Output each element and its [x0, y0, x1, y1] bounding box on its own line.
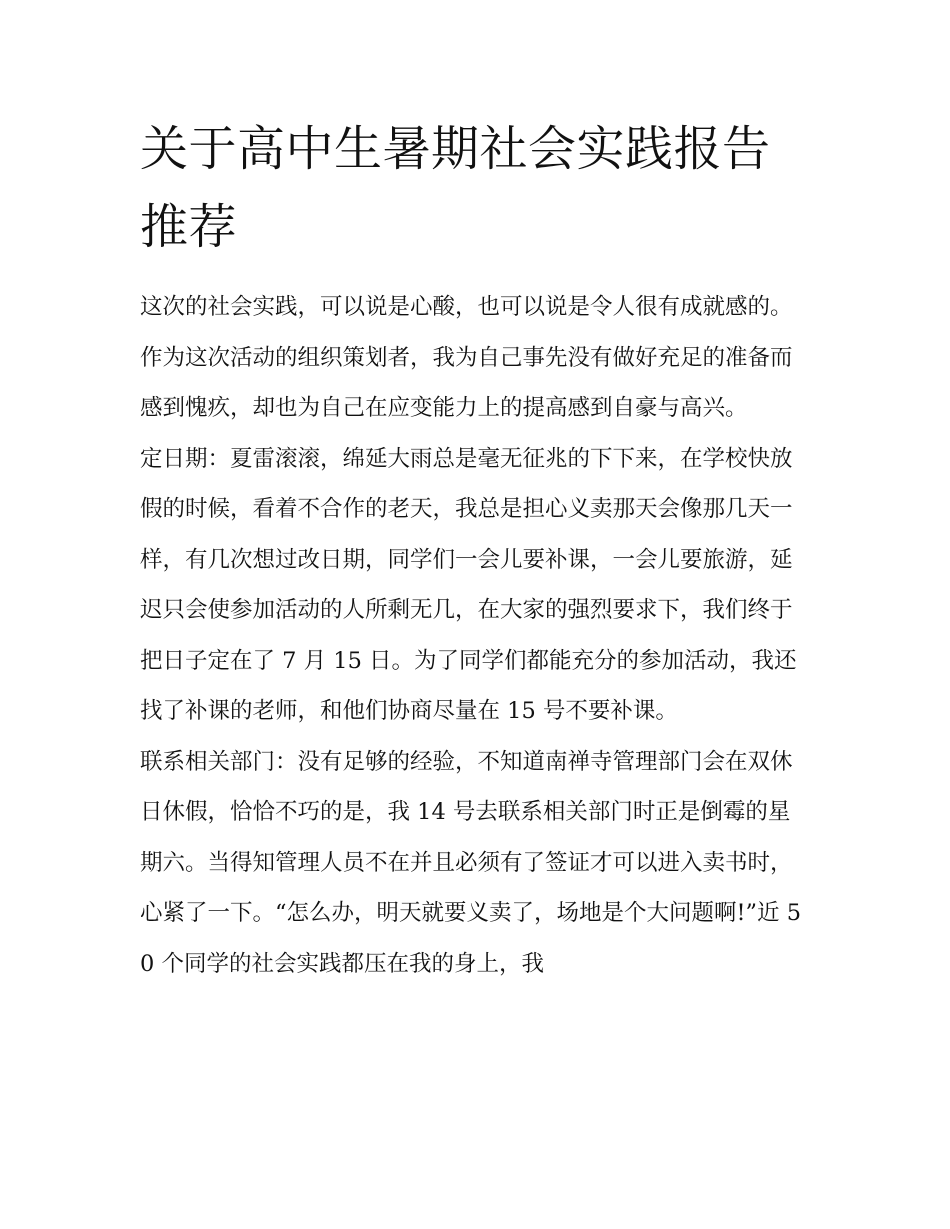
paragraph-contact-departments: 联系相关部门：没有足够的经验，不知道南禅寺管理部门会在双休日休假，恰恰不巧的是，我 14 号去联系相关部门时正是倒霉的星期六。当得知管理人员不在并且必须有了签证才可以进入卖书时，心紧了一下。“怎么办，明天就要义卖了，场地是个大问题啊!”近 50 个同学的社会实践都压在我的身上，我 [140, 748, 802, 977]
document-title: 关于高中生暑期社会实践报告推荐 [140, 121, 771, 255]
paragraph-set-date: 定日期：夏雷滚滚，绵延大雨总是毫无征兆的下下来，在学校快放假的时候，看着不合作的老天，我总是担心义卖那天会像那几天一样，有几次想过改日期，同学们一会儿要补课，一会儿要旅游，延迟只会使参加活动的人所剩无几，在大家的强烈要求下，我们终于把日子定在了 7 月 15 日。为了同学们都能充分的参加活动，我还找了补课的老师，和他们协商尽量在 15 号不要补课。 [140, 445, 797, 724]
document-page [140, 110, 812, 989]
paragraph-intro: 这次的社会实践，可以说是心酸，也可以说是令人很有成就感的。作为这次活动的组织策划者，我为自己事先没有做好充足的准备而感到愧疚，却也为自己在应变能力上的提高感到自豪与高兴。 [140, 294, 793, 421]
